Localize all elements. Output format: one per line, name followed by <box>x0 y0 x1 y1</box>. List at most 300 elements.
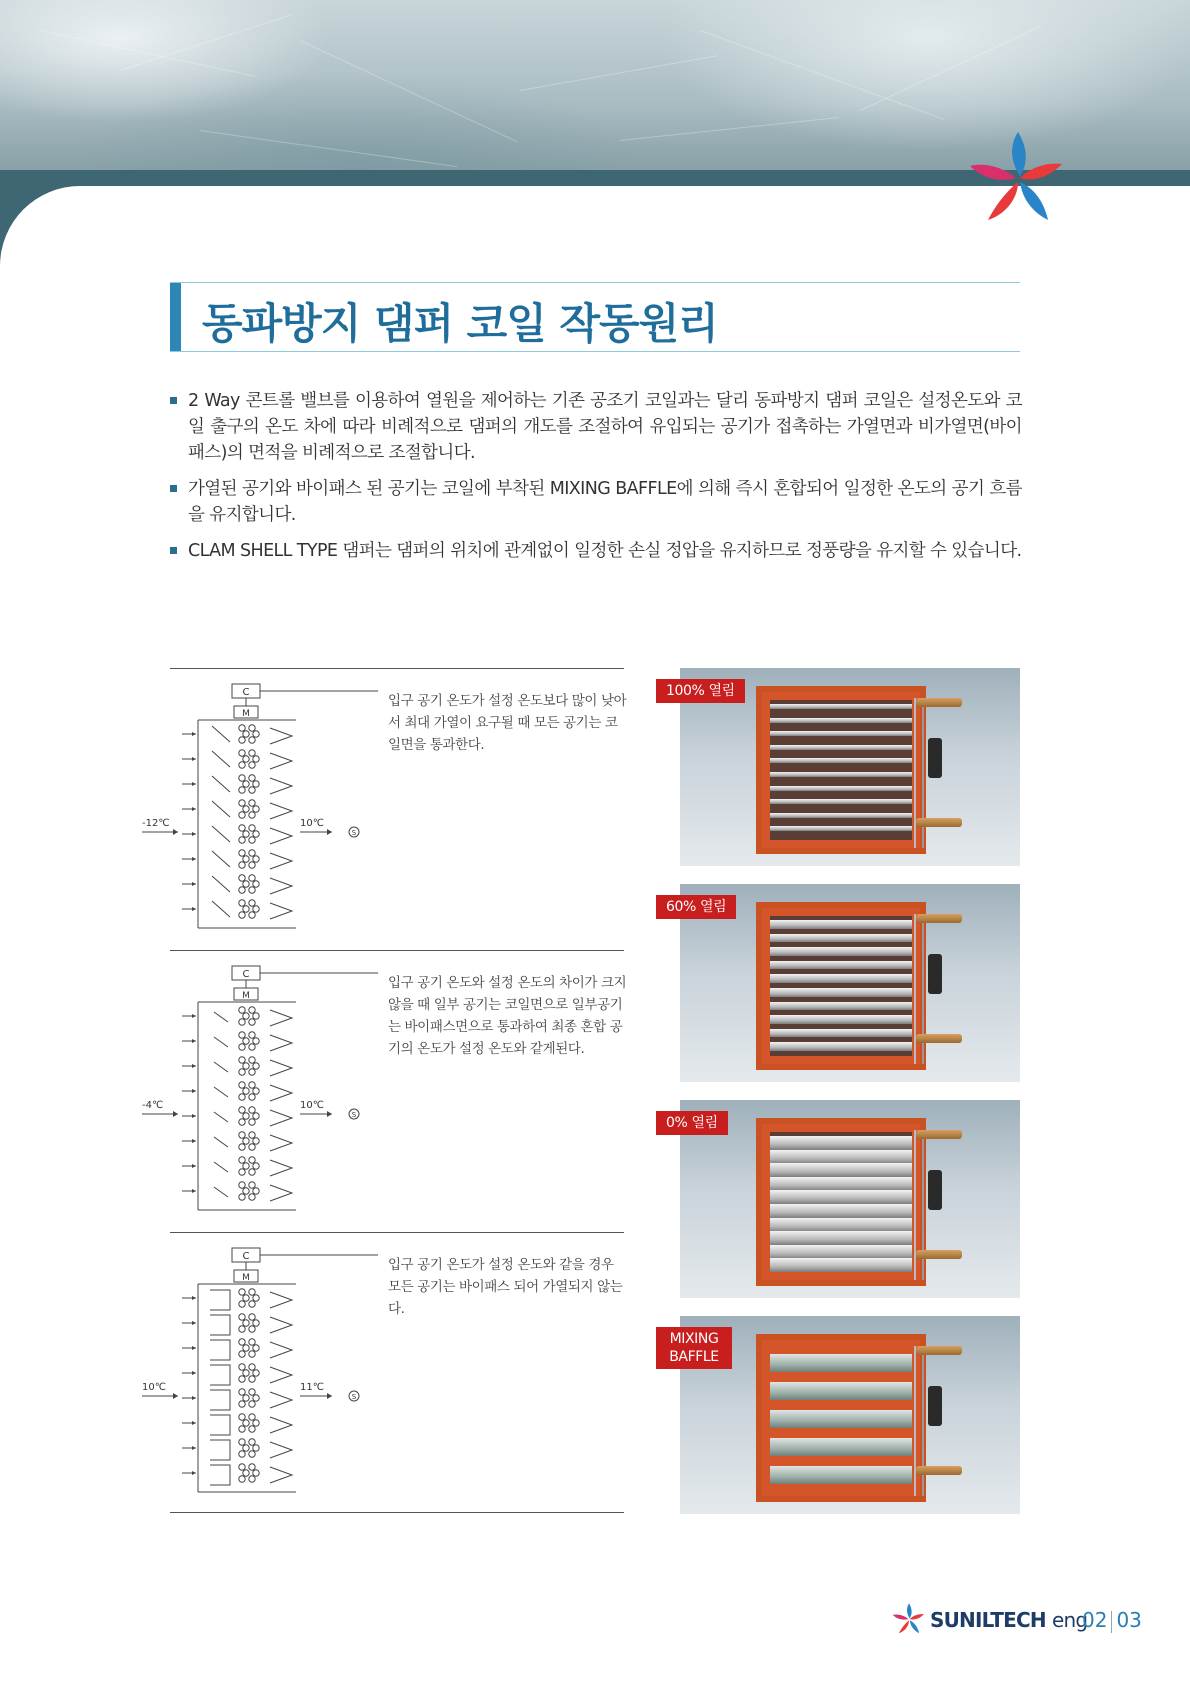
coil-tube <box>249 1107 255 1113</box>
coil-tube <box>249 737 255 743</box>
coil-tube <box>243 1470 249 1476</box>
bullet-text: CLAM SHELL TYPE 댐퍼는 댐퍼의 위치에 관계없이 일정한 손실 정압을 유지하므로 정풍량을 유지할 수 있습니다. <box>188 541 1022 561</box>
coil-tube <box>239 1476 245 1482</box>
coil-tube <box>239 825 245 831</box>
coil-tube <box>239 1414 245 1420</box>
coil-tube <box>249 1476 255 1482</box>
damper-blade <box>770 1136 912 1150</box>
damper-blade <box>770 947 912 956</box>
coil-tube <box>253 1320 259 1326</box>
baffle-plate <box>770 1438 912 1456</box>
damper-blade <box>210 1465 230 1485</box>
baffle-plate <box>770 1354 912 1372</box>
damper-blade <box>212 776 230 792</box>
mixing-baffle <box>270 1442 292 1458</box>
sensor-label: S <box>351 829 357 837</box>
footer-brand-name: SUNILTECH <box>930 1608 1046 1632</box>
coil-tube <box>253 1113 259 1119</box>
page-number-left: 02 <box>1082 1608 1108 1632</box>
damper-blade <box>770 934 912 943</box>
mixing-baffle <box>270 1417 292 1433</box>
footer-logo-icon <box>890 1600 928 1638</box>
arrow-head-icon <box>192 1014 196 1018</box>
coil-tube <box>253 1038 259 1044</box>
coil-tube <box>249 875 255 881</box>
mixing-baffle <box>270 828 292 844</box>
title-accent-bar <box>170 283 181 351</box>
damper-blade <box>770 826 912 831</box>
bullet-square-icon <box>170 485 177 492</box>
mixing-baffle <box>270 803 292 819</box>
coil-tube <box>249 1439 255 1445</box>
coil-tube <box>249 775 255 781</box>
coil-tube <box>243 831 249 837</box>
coil-tube <box>243 906 249 912</box>
mixing-baffle <box>270 1110 292 1126</box>
coil-tube <box>249 862 255 868</box>
coil-tube <box>239 887 245 893</box>
copper-pipe-top <box>916 1130 962 1139</box>
arrow-head-icon <box>192 732 196 736</box>
coil-tube <box>239 787 245 793</box>
mixing-baffle <box>270 1317 292 1333</box>
coil-tube <box>249 725 255 731</box>
coil-tube <box>239 1094 245 1100</box>
coil-tube <box>249 1464 255 1470</box>
arrow-head-icon <box>192 1039 196 1043</box>
outlet-temperature: 10℃ <box>300 1100 324 1111</box>
coil-tube <box>243 731 249 737</box>
coil-tube <box>243 1138 249 1144</box>
damper-frame <box>756 1334 926 1502</box>
diagram-description: 입구 공기 온도와 설정 온도의 차이가 크지 않을 때 일부 공기는 코일면으로 일부공기는 바이패스면으로 통과하여 최종 혼합 공기의 온도가 설정 온도와 같게된다. <box>388 975 627 1057</box>
coil-tube <box>249 1157 255 1163</box>
coil-tube <box>253 1370 259 1376</box>
coil-tube <box>253 1295 259 1301</box>
brand-logo <box>962 124 1074 232</box>
damper-blade <box>212 826 230 842</box>
coil-tube <box>239 1314 245 1320</box>
arrow-head-icon <box>327 1393 332 1399</box>
coil-tube <box>249 1044 255 1050</box>
coil-tube <box>243 1013 249 1019</box>
damper-blade <box>770 961 912 970</box>
mixing-baffle <box>270 903 292 919</box>
damper-blade-area <box>770 1132 912 1272</box>
coil-tube <box>243 1445 249 1451</box>
coil-tube <box>239 1439 245 1445</box>
damper-blade <box>770 813 912 818</box>
coil-tube <box>239 775 245 781</box>
mixing-baffle <box>270 1367 292 1383</box>
mixing-baffle <box>270 778 292 794</box>
coil-tube <box>239 800 245 806</box>
damper-blade <box>770 772 912 777</box>
damper-blade <box>210 1415 230 1435</box>
coil-tube <box>253 1345 259 1351</box>
damper-blade <box>770 799 912 804</box>
coil-tube <box>239 1194 245 1200</box>
mixing-baffle <box>270 1160 292 1176</box>
coil-tube <box>249 1389 255 1395</box>
arrow-head-icon <box>192 1296 196 1300</box>
damper-blade <box>770 704 912 709</box>
coil-tube <box>239 1289 245 1295</box>
mixing-baffle <box>270 1467 292 1483</box>
coil-tube <box>239 1032 245 1038</box>
coil-tube <box>239 1107 245 1113</box>
damper-blade <box>214 1087 228 1097</box>
copper-pipe-bottom <box>916 1250 962 1259</box>
coil-tube <box>253 1420 259 1426</box>
damper-blade <box>210 1440 230 1460</box>
mixing-baffle <box>270 1035 292 1051</box>
damper-blade <box>214 1137 228 1147</box>
damper-blade <box>214 1062 228 1072</box>
coil-tube <box>239 1069 245 1075</box>
coil-tube <box>253 1188 259 1194</box>
coil-diagram-full-heating <box>142 676 392 936</box>
mixing-baffle <box>270 1392 292 1408</box>
bullet-square-icon <box>170 547 177 554</box>
coil-tube <box>239 837 245 843</box>
actuator-motor <box>928 954 942 994</box>
coil-tube <box>243 1163 249 1169</box>
coil-tube <box>239 1464 245 1470</box>
actuator-motor <box>928 1386 942 1426</box>
arrow-head-icon <box>173 1111 178 1117</box>
inlet-temperature: -4℃ <box>142 1100 164 1111</box>
page-number-divider <box>1111 1611 1112 1633</box>
damper-blade <box>770 1002 912 1011</box>
bullet-item <box>170 476 1022 528</box>
coil-tube <box>239 1082 245 1088</box>
damper-blade <box>210 1315 230 1335</box>
damper-blade <box>770 758 912 763</box>
coil-tube <box>243 756 249 762</box>
coil-tube <box>239 1426 245 1432</box>
coil-tube <box>239 912 245 918</box>
arrow-head-icon <box>192 1114 196 1118</box>
mixing-baffle <box>270 1135 292 1151</box>
coil-tube <box>239 900 245 906</box>
coil-tube <box>249 1339 255 1345</box>
coil-tube <box>239 1401 245 1407</box>
damper-blade <box>210 1390 230 1410</box>
damper-blade <box>770 1218 912 1232</box>
footer-brand <box>930 1608 1087 1632</box>
copper-pipe-bottom <box>916 1034 962 1043</box>
damper-blade <box>214 1187 228 1197</box>
photo-label: 0% 열림 <box>656 1111 728 1135</box>
mixing-baffle <box>270 728 292 744</box>
coil-tube <box>253 806 259 812</box>
coil-schematic-svg <box>142 1240 392 1500</box>
coil-tube <box>249 1401 255 1407</box>
motor-label: M <box>242 709 250 719</box>
arrow-head-icon <box>173 1393 178 1399</box>
coil-tube <box>249 1451 255 1457</box>
coil-tube <box>249 1314 255 1320</box>
copper-pipe-bottom <box>916 818 962 827</box>
arrow-head-icon <box>192 1164 196 1168</box>
coil-tube <box>239 1376 245 1382</box>
coil-tube <box>253 1138 259 1144</box>
arrow-head-icon <box>192 857 196 861</box>
arrow-head-icon <box>327 1111 332 1117</box>
coil-tube <box>239 1169 245 1175</box>
damper-blade <box>770 974 912 983</box>
damper-blade-area <box>770 916 912 1056</box>
coil-tube <box>239 1451 245 1457</box>
damper-blade <box>214 1112 228 1122</box>
coil-tube <box>253 881 259 887</box>
arrow-head-icon <box>192 757 196 761</box>
divider-line <box>170 668 624 669</box>
arrow-head-icon <box>192 807 196 811</box>
coil-tube <box>243 1320 249 1326</box>
coil-tube <box>239 1389 245 1395</box>
coil-tube <box>239 750 245 756</box>
copper-pipe-top <box>916 1346 962 1355</box>
coil-tube <box>239 1057 245 1063</box>
coil-tube <box>243 1395 249 1401</box>
coil-tube <box>239 725 245 731</box>
coil-tube <box>249 1376 255 1382</box>
coil-tube <box>253 756 259 762</box>
damper-blade <box>210 1365 230 1385</box>
bullet-text: 가열된 공기와 바이패스 된 공기는 코일에 부착된 MIXING BAFFLE에 의해 즉시 혼합되어 일정한 온도의 공기 흐름을 유지합니다. <box>188 479 1022 525</box>
damper-frame <box>756 1118 926 1286</box>
sensor-label: S <box>351 1111 357 1119</box>
damper-blade <box>770 786 912 791</box>
coil-tube <box>239 737 245 743</box>
coil-tube <box>239 1119 245 1125</box>
coil-tube <box>249 1426 255 1432</box>
coil-tube <box>243 1088 249 1094</box>
sensor-label: S <box>351 1393 357 1401</box>
coil-tube <box>243 1113 249 1119</box>
mixing-baffle <box>270 853 292 869</box>
coil-tube <box>249 1032 255 1038</box>
coil-tube <box>249 1144 255 1150</box>
coil-tube <box>249 1351 255 1357</box>
arrow-head-icon <box>192 1089 196 1093</box>
arrow-head-icon <box>192 1471 196 1475</box>
damper-blade <box>212 726 230 742</box>
coil-tube <box>253 1063 259 1069</box>
photo-label: 100% 열림 <box>656 679 745 703</box>
damper-blade-area <box>770 1348 912 1488</box>
mixing-baffle <box>270 1085 292 1101</box>
damper-blade <box>770 718 912 723</box>
baffle-plate <box>770 1466 912 1484</box>
page-number-right: 03 <box>1116 1608 1142 1632</box>
damper-blade <box>770 1163 912 1177</box>
damper-frame <box>756 902 926 1070</box>
coil-tube <box>249 1414 255 1420</box>
coil-tube <box>253 831 259 837</box>
coil-tube <box>243 1063 249 1069</box>
coil-tube <box>249 812 255 818</box>
baffle-plate <box>770 1382 912 1400</box>
damper-blade <box>770 1029 912 1038</box>
coil-tube <box>239 1339 245 1345</box>
coil-tube <box>249 750 255 756</box>
coil-tube <box>243 1420 249 1426</box>
coil-tube <box>253 781 259 787</box>
inlet-temperature: -12℃ <box>142 818 170 829</box>
arrow-head-icon <box>192 1139 196 1143</box>
coil-tube <box>249 825 255 831</box>
damper-blade <box>214 1012 228 1022</box>
coil-tube <box>253 1470 259 1476</box>
coil-tube <box>253 856 259 862</box>
damper-blade <box>212 751 230 767</box>
coil-tube <box>249 900 255 906</box>
bullet-list <box>170 388 1022 574</box>
coil-tube <box>253 731 259 737</box>
arrow-head-icon <box>192 1421 196 1425</box>
coil-tube <box>249 912 255 918</box>
arrow-head-icon <box>192 1321 196 1325</box>
coil-tube <box>249 1182 255 1188</box>
coil-tube <box>239 1364 245 1370</box>
coil-tube <box>239 1007 245 1013</box>
coil-tube <box>249 887 255 893</box>
coil-tube <box>243 806 249 812</box>
arrow-head-icon <box>192 1346 196 1350</box>
mixing-baffle <box>270 753 292 769</box>
damper-blade <box>214 1037 228 1047</box>
coil-tube <box>239 850 245 856</box>
coil-tube <box>249 800 255 806</box>
controller-label: C <box>242 969 250 980</box>
coil-tube <box>243 1345 249 1351</box>
coil-tube <box>249 1007 255 1013</box>
coil-tube <box>243 1370 249 1376</box>
coil-tube <box>249 1094 255 1100</box>
diagram-description: 입구 공기 온도가 설정 온도보다 많이 낮아서 최대 가열이 요구될 때 모든 공기는 코일면을 통과한다. <box>388 693 627 753</box>
actuator-motor <box>928 1170 942 1210</box>
arrow-head-icon <box>192 882 196 886</box>
bullet-square-icon <box>170 397 177 404</box>
damper-blade-area <box>770 700 912 840</box>
coil-tube <box>243 1295 249 1301</box>
damper-blade <box>770 731 912 736</box>
coil-schematic-svg <box>142 958 392 1218</box>
actuator-motor <box>928 738 942 778</box>
footer-brand-suffix: eng <box>1051 1608 1088 1632</box>
coil-tube <box>249 1169 255 1175</box>
damper-blade <box>212 801 230 817</box>
coil-tube <box>243 1038 249 1044</box>
arrow-head-icon <box>327 829 332 835</box>
damper-blade <box>770 920 912 929</box>
coil-tube <box>239 1182 245 1188</box>
divider-line <box>170 1232 624 1233</box>
coil-tube <box>239 1144 245 1150</box>
outlet-temperature: 10℃ <box>300 818 324 829</box>
coil-tube <box>249 1194 255 1200</box>
damper-blade <box>212 901 230 917</box>
coil-tube <box>239 1019 245 1025</box>
arrow-head-icon <box>192 1064 196 1068</box>
damper-blade <box>212 876 230 892</box>
coil-tube <box>243 881 249 887</box>
page-title-block <box>170 282 1020 352</box>
mixing-baffle <box>270 878 292 894</box>
arrow-head-icon <box>192 907 196 911</box>
coil-tube <box>239 1326 245 1332</box>
coil-tube <box>239 812 245 818</box>
damper-blade <box>770 1190 912 1204</box>
arrow-head-icon <box>192 1189 196 1193</box>
coil-tube <box>249 1301 255 1307</box>
damper-blade <box>770 1042 912 1051</box>
coil-diagram-full-bypass <box>142 1240 392 1500</box>
arrow-head-icon <box>192 1396 196 1400</box>
coil-tube <box>239 875 245 881</box>
copper-pipe-top <box>916 698 962 707</box>
arrow-head-icon <box>192 1446 196 1450</box>
motor-label: M <box>242 1273 250 1283</box>
coil-tube <box>253 1445 259 1451</box>
arrow-head-icon <box>192 782 196 786</box>
coil-tube <box>239 762 245 768</box>
damper-blade <box>210 1340 230 1360</box>
mixing-baffle <box>270 1342 292 1358</box>
coil-tube <box>243 781 249 787</box>
coil-schematic-svg <box>142 676 392 936</box>
baffle-plate <box>770 1410 912 1428</box>
controller-label: C <box>242 687 250 698</box>
coil-tube <box>239 1044 245 1050</box>
damper-blade <box>770 1231 912 1245</box>
damper-blade <box>770 1204 912 1218</box>
coil-tube <box>253 1395 259 1401</box>
coil-diagram-partial-bypass <box>142 958 392 1218</box>
coil-tube <box>239 1301 245 1307</box>
arrow-head-icon <box>192 1371 196 1375</box>
coil-tube <box>253 1088 259 1094</box>
damper-blade <box>770 745 912 750</box>
page-title: 동파방지 댐퍼 코일 작동원리 <box>202 299 718 348</box>
inlet-temperature: 10℃ <box>142 1382 166 1393</box>
copper-pipe-bottom <box>916 1466 962 1475</box>
coil-tube <box>249 837 255 843</box>
footer <box>890 1598 1140 1640</box>
coil-tube <box>249 1289 255 1295</box>
page-numbers <box>1082 1608 1142 1633</box>
mixing-baffle <box>270 1185 292 1201</box>
bullet-item <box>170 388 1022 466</box>
coil-tube <box>249 1364 255 1370</box>
divider-line <box>170 950 624 951</box>
photo-label: 60% 열림 <box>656 895 736 919</box>
damper-photo-0 <box>680 1100 1020 1298</box>
coil-tube <box>249 1019 255 1025</box>
controller-label: C <box>242 1251 250 1262</box>
damper-blade <box>210 1290 230 1310</box>
coil-tube <box>249 1057 255 1063</box>
coil-tube <box>249 1069 255 1075</box>
motor-label: M <box>242 991 250 1001</box>
coil-tube <box>249 787 255 793</box>
coil-tube <box>253 1163 259 1169</box>
coil-tube <box>249 1082 255 1088</box>
coil-tube <box>243 856 249 862</box>
